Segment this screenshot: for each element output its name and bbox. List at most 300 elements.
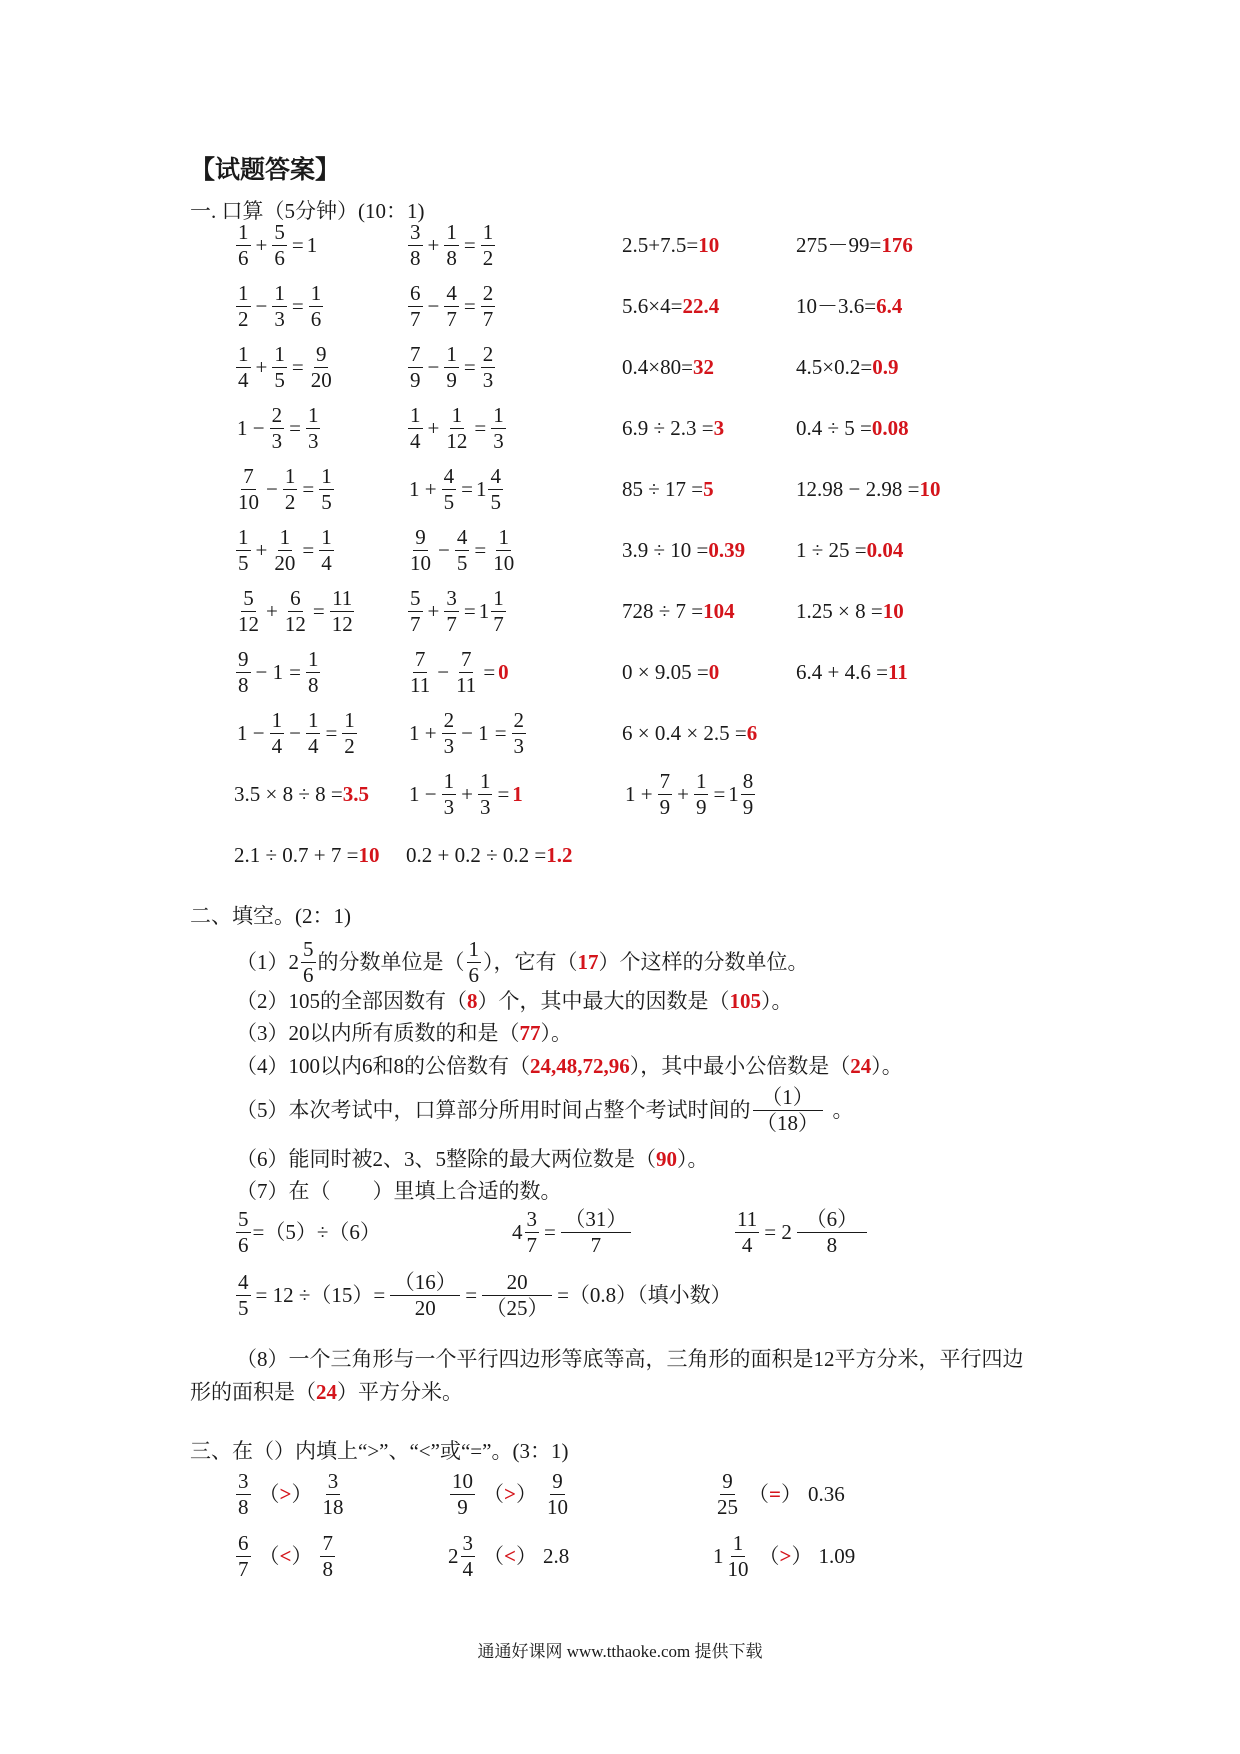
numerator: 3 (327, 1469, 339, 1494)
answer-fraction (340, 709, 359, 756)
numerator: 6 (290, 586, 301, 611)
compare-symbol: （>） (258, 1481, 313, 1506)
equals-sign: = (474, 537, 487, 562)
calc-item (796, 581, 904, 641)
denominator: 8 (238, 672, 249, 697)
denominator: 3 (443, 733, 455, 758)
fraction (236, 1532, 251, 1579)
fraction (283, 587, 308, 634)
numerator: 1 (274, 281, 285, 306)
numerator: 9 (415, 525, 426, 550)
fraction (236, 1470, 251, 1517)
fraction (272, 526, 297, 573)
operator: + (461, 781, 473, 806)
calc-item (406, 581, 508, 641)
q1-text: 的分数单位是（ (317, 949, 465, 974)
denominator: 5 (321, 489, 332, 514)
calc-expression: 6 × 0.4 × 2.5 = (622, 720, 747, 745)
equals-sign: = (474, 415, 487, 440)
fraction (481, 282, 496, 329)
fill-q3: （3）20以内所有质数的和是（77）。 (236, 1021, 572, 1045)
fraction (309, 282, 324, 329)
calc-answer: 10 (919, 476, 941, 501)
numerator: 9 (238, 647, 249, 672)
calc-expression: 3.5 × 8 ÷ 8 = (234, 781, 343, 806)
operator: + (255, 354, 268, 379)
denominator: 4 (307, 733, 319, 758)
denominator: 9 (742, 794, 754, 819)
calc-expression: 2.5+7.5= (622, 232, 699, 257)
denominator: 12 (446, 428, 468, 453)
equals-sign: = (302, 476, 315, 501)
denominator: 11 (410, 672, 431, 697)
calc-answer: 104 (703, 598, 735, 623)
numerator: 3 (238, 1469, 249, 1494)
calc-item (234, 215, 317, 275)
fraction (408, 343, 423, 390)
calc-item (406, 337, 497, 397)
whole-part: 2 (448, 1543, 459, 1568)
calc-answer: 6 (746, 720, 758, 745)
denominator: 8 (307, 672, 319, 697)
numerator: 6 (410, 281, 421, 306)
fraction (283, 465, 298, 512)
compare-answer: > (504, 1481, 516, 1506)
section-2-heading: 二、填空。(2：1) (190, 904, 351, 928)
fraction (491, 526, 516, 573)
calc-item (234, 276, 325, 336)
fraction (444, 587, 459, 634)
fraction (330, 587, 355, 634)
denominator: 4 (321, 550, 332, 575)
fraction (454, 648, 478, 695)
calc-answer: 1 (306, 232, 318, 257)
fraction (272, 282, 287, 329)
operator: + (427, 232, 440, 257)
operator: − (255, 293, 268, 318)
calc-item (622, 398, 724, 458)
numerator: 3 (462, 1531, 473, 1556)
calc-expression: 0.2 + 0.2 ÷ 0.2 = (406, 842, 547, 867)
denominator: 6 (238, 245, 249, 270)
operator: + (677, 781, 689, 806)
denominator: 10 (410, 550, 431, 575)
operator: − 1 (255, 659, 284, 684)
calc-item (622, 459, 714, 519)
numerator: 4 (490, 464, 501, 489)
denominator: 6 (310, 306, 322, 331)
fraction (694, 770, 709, 817)
numerator: 2 (482, 281, 494, 306)
denominator: 20 (310, 367, 332, 392)
operator: − (438, 537, 450, 562)
calc-item (234, 703, 359, 763)
fraction (444, 404, 469, 451)
equals-sign: = (291, 354, 304, 379)
numerator: 5 (274, 220, 285, 245)
calc-answer: 32 (692, 354, 714, 379)
denominator: 5 (456, 550, 468, 575)
operator: 1 + (625, 781, 653, 806)
equals-sign: = (289, 415, 301, 440)
numerator: 1 (310, 281, 322, 306)
denominator: 8 (446, 245, 457, 270)
denominator: 9 (659, 794, 671, 819)
q1-fraction: 5 6 (303, 937, 314, 987)
denominator: 3 (307, 428, 319, 453)
compare-symbol: （>） (758, 1543, 813, 1568)
numerator: 1 (321, 525, 332, 550)
numerator: 1 (493, 586, 504, 611)
compare-symbol: （>） (483, 1481, 537, 1506)
calc-answer: 0 (498, 659, 509, 684)
compare-symbol: （<） (258, 1543, 313, 1568)
answer-fraction (479, 587, 508, 634)
denominator: 5 (238, 550, 249, 575)
q5-fraction: （1） （18） (753, 1086, 823, 1133)
denominator: 7 (238, 1556, 249, 1581)
equals-sign: = (291, 293, 304, 318)
fraction (491, 587, 506, 634)
numerator: 9 (722, 1469, 733, 1494)
equals-sign: = (312, 598, 325, 623)
page-title: 【试题答案】 (190, 157, 341, 184)
compare-item (713, 1526, 855, 1586)
numerator: 1 (732, 1531, 744, 1556)
answer-fraction (317, 526, 336, 573)
fraction (481, 343, 496, 390)
fill-q6: （6）能同时被2、3、5整除的最大两位数是（90）。 (236, 1147, 709, 1171)
fraction (236, 587, 261, 634)
operator: − (266, 476, 278, 501)
calc-answer: 11 (887, 659, 908, 684)
q8-answer: 24 (316, 1380, 337, 1404)
compare-symbol: （<） (483, 1543, 537, 1568)
calc-item (406, 703, 528, 763)
calc-answer: 10 (882, 598, 904, 623)
calc-item (234, 459, 336, 519)
numerator: 8 (742, 769, 754, 794)
q4-answer-1: 24,48,72,96 (530, 1054, 630, 1078)
fraction (455, 526, 470, 573)
calc-expression: 275－99= (796, 232, 882, 257)
fraction (408, 648, 432, 695)
denominator: 12 (331, 611, 353, 636)
fraction (444, 221, 459, 268)
operator: − (427, 354, 440, 379)
fill-q8-line-1: （8）一个三角形与一个平行四边形等底等高，三角形的面积是12平方分米，平行四边 (236, 1347, 1024, 1371)
equals-sign: = (463, 354, 476, 379)
denominator: 8 (322, 1556, 333, 1581)
numerator: 1 (410, 403, 421, 428)
numerator: 1 (274, 342, 285, 367)
fraction (306, 404, 321, 451)
denominator: 5 (274, 367, 285, 392)
denominator: 5 (443, 489, 455, 514)
operator: − (437, 659, 450, 684)
answer-fraction (479, 282, 498, 329)
fraction (741, 770, 756, 817)
q7-item-3: $\frac{11}{4}$ = 2 （6） 8 (733, 1202, 869, 1262)
calc-item (406, 642, 509, 702)
q7-item-2: 4 $\frac{3}{7}$ = $\frac{(31)}{7}$ (512, 1202, 633, 1262)
equals-sign: = (463, 232, 476, 257)
numerator: 2 (513, 708, 525, 733)
numerator: 7 (414, 647, 426, 672)
denominator: 9 (457, 1494, 468, 1519)
answer-fraction (317, 465, 336, 512)
whole-part: 1 (728, 781, 739, 806)
numerator: 1 (482, 220, 494, 245)
numerator: 1 (279, 525, 291, 550)
denominator: 3 (443, 794, 455, 819)
fraction (715, 1470, 740, 1517)
numerator: 7 (322, 1531, 333, 1556)
equals-sign: = (291, 232, 304, 257)
calc-expression: 10－3.6= (796, 293, 877, 318)
denominator: 7 (410, 611, 421, 636)
numerator: 1 (307, 647, 319, 672)
numerator: 1 (238, 342, 249, 367)
fraction (342, 709, 357, 756)
calc-expression: 1.25 × 8 = (796, 598, 883, 623)
compare-value: 0.36 (807, 1481, 845, 1506)
numerator: 1 (284, 464, 296, 489)
calc-item (406, 459, 505, 519)
numerator: 2 (443, 708, 455, 733)
numerator: 1 (479, 769, 491, 794)
denominator: 3 (479, 794, 491, 819)
denominator: 3 (274, 306, 285, 331)
fill-q1 (236, 932, 809, 992)
denominator: 18 (322, 1494, 344, 1519)
numerator: 5 (243, 586, 254, 611)
fraction (442, 770, 457, 817)
numerator: 1 (344, 708, 355, 733)
answer-fraction (728, 770, 757, 817)
operator: + (266, 598, 278, 623)
calc-expression: 0.4×80= (622, 354, 693, 379)
denominator: 4 (410, 428, 421, 453)
numerator: 4 (456, 525, 468, 550)
calc-item (406, 276, 497, 336)
calc-item (796, 215, 913, 275)
calc-item (622, 337, 714, 397)
denominator: 9 (695, 794, 707, 819)
operator: 1 + (409, 720, 437, 745)
denominator: 10 (493, 550, 515, 575)
numerator: 4 (443, 464, 455, 489)
q4-answer-2: 24 (850, 1054, 872, 1078)
answer-fraction (307, 282, 326, 329)
denominator: 3 (513, 733, 525, 758)
calc-item (796, 642, 908, 702)
fraction (481, 221, 496, 268)
calc-answer: 0 (708, 659, 720, 684)
q1-prefix: （1）2 (236, 949, 299, 974)
calc-item (406, 520, 518, 580)
denominator: 10 (546, 1494, 568, 1519)
numerator: 3 (410, 220, 421, 245)
q2-answer-1: 8 (467, 989, 478, 1013)
answer-fraction (304, 404, 323, 451)
operator: − (289, 720, 301, 745)
numerator: 5 (410, 586, 421, 611)
answer-fraction (307, 343, 336, 390)
fraction (442, 709, 457, 756)
calc-item (234, 398, 322, 458)
calc-answer: 10 (358, 842, 380, 867)
calc-expression: 6.9 ÷ 2.3 = (622, 415, 714, 440)
calc-expression: 5.6×4= (622, 293, 683, 318)
numerator: 1 (271, 708, 283, 733)
calc-item (234, 581, 357, 641)
operator: 1 − (237, 415, 265, 440)
calc-item (796, 459, 940, 519)
fraction (272, 221, 287, 268)
denominator: 12 (284, 611, 306, 636)
fraction (272, 343, 287, 390)
denominator: 2 (238, 306, 249, 331)
calc-expression: 6.4 + 4.6 = (796, 659, 888, 684)
denominator: 10 (238, 489, 259, 514)
calc-expression: 728 ÷ 7 = (622, 598, 704, 623)
denominator: 4 (271, 733, 283, 758)
q3-answer: 77 (519, 1021, 541, 1045)
fraction (408, 526, 433, 573)
q1-suffix: ）个这样的分数单位。 (598, 949, 809, 974)
section-3-heading: 三、在（）内填上“>”、“<”或“=”。(3：1) (190, 1439, 569, 1463)
equals-sign: = (289, 659, 301, 684)
fraction (488, 465, 503, 512)
fraction (236, 465, 261, 512)
calc-item (406, 825, 572, 885)
denominator: 2 (482, 245, 494, 270)
fraction (444, 343, 459, 390)
equals-sign: = (713, 781, 726, 806)
equals-sign: = (463, 598, 476, 623)
q1-answer: 17 (577, 949, 599, 974)
fraction (236, 221, 251, 268)
numerator: 2 (482, 342, 494, 367)
q1-text-2: ），它有（ (483, 949, 578, 974)
numerator: 7 (460, 647, 472, 672)
numerator: 2 (271, 403, 283, 428)
calc-item (796, 276, 902, 336)
calc-answer: 22.4 (682, 293, 720, 318)
equals-sign: = (497, 781, 510, 806)
denominator: 7 (493, 611, 504, 636)
fraction (236, 282, 251, 329)
answer-fraction (489, 404, 508, 451)
fraction (491, 404, 506, 451)
operator: 1 − (409, 781, 437, 806)
fill-q4: （4）100以内6和8的公倍数有（24,48,72,96），其中最小公倍数是（24）。 (236, 1054, 903, 1078)
answer-fraction (479, 221, 498, 268)
calc-item (622, 276, 719, 336)
fraction (306, 709, 321, 756)
calc-answer: 1 (512, 781, 523, 806)
whole-part: 1 (478, 598, 490, 623)
equals-sign: = (463, 293, 476, 318)
operator: − (427, 293, 440, 318)
compare-answer: = (769, 1481, 781, 1506)
denominator: 7 (446, 611, 457, 636)
calc-item (406, 764, 523, 824)
numerator: 1 (307, 708, 319, 733)
numerator: 1 (695, 769, 707, 794)
fill-q2: （2）105的全部因数有（8）个，其中最大的因数是（105）。 (236, 989, 793, 1013)
denominator: 20 (274, 550, 296, 575)
numerator: 7 (410, 342, 421, 367)
denominator: 5 (490, 489, 501, 514)
equals-sign: = (494, 720, 507, 745)
calc-item (234, 825, 379, 885)
numerator: 1 (451, 403, 463, 428)
denominator: 3 (482, 367, 494, 392)
fill-q8-line-2: 形的面积是（24）平方分米。 (190, 1380, 463, 1404)
fraction (408, 282, 423, 329)
operator: + (427, 598, 440, 623)
calc-expression: 1 ÷ 25 = (796, 537, 867, 562)
fraction (270, 709, 285, 756)
answer-fraction (489, 526, 518, 573)
fraction (236, 526, 251, 573)
compare-answer: > (279, 1481, 292, 1506)
compare-symbol: （=） (748, 1481, 802, 1506)
footer-text: 通通好课网 www.tthaoke.com 提供下载 (477, 1642, 763, 1661)
numerator: 11 (332, 586, 353, 611)
whole-part: 1 (475, 476, 487, 501)
compare-answer: < (504, 1543, 516, 1568)
fraction (512, 709, 527, 756)
fraction (236, 343, 251, 390)
numerator: 7 (243, 464, 254, 489)
operator: + (255, 537, 268, 562)
numerator: 1 (493, 403, 504, 428)
calc-answer: 3 (713, 415, 725, 440)
fraction (478, 770, 493, 817)
calc-item (234, 337, 336, 397)
operator: 1 + (409, 476, 437, 501)
equals-sign: = (461, 476, 473, 501)
equals-sign: = (325, 720, 338, 745)
equals-sign: = (483, 659, 496, 684)
calc-expression: 2.1 ÷ 0.7 + 7 = (234, 842, 359, 867)
whole-part: 1 (713, 1543, 724, 1568)
compare-item (234, 1464, 347, 1524)
q7-item-4: $\frac{4}{5}$ = 12 ÷（15）= $\frac{(16)}{20}$ = $\frac{20}{(25)}$ =（0.8）（填小数） (238, 1270, 732, 1320)
fraction (270, 404, 285, 451)
numerator: 3 (446, 586, 457, 611)
numerator: 1 (238, 220, 249, 245)
calc-item (406, 215, 497, 275)
numerator: 1 (238, 281, 249, 306)
q6-answer: 90 (656, 1147, 677, 1171)
compare-value: 2.8 (542, 1543, 570, 1568)
numerator: 1 (321, 464, 332, 489)
equals-sign: = (302, 537, 315, 562)
calc-item (622, 520, 745, 580)
q7-item-1: $\frac{5}{6}$ =（5）÷（6） (238, 1207, 381, 1257)
answer-fraction (328, 587, 357, 634)
fraction (319, 465, 334, 512)
denominator: 9 (410, 367, 421, 392)
calc-item (796, 520, 903, 580)
calc-expression: 4.5×0.2= (796, 354, 873, 379)
denominator: 9 (446, 367, 457, 392)
denominator: 2 (344, 733, 355, 758)
